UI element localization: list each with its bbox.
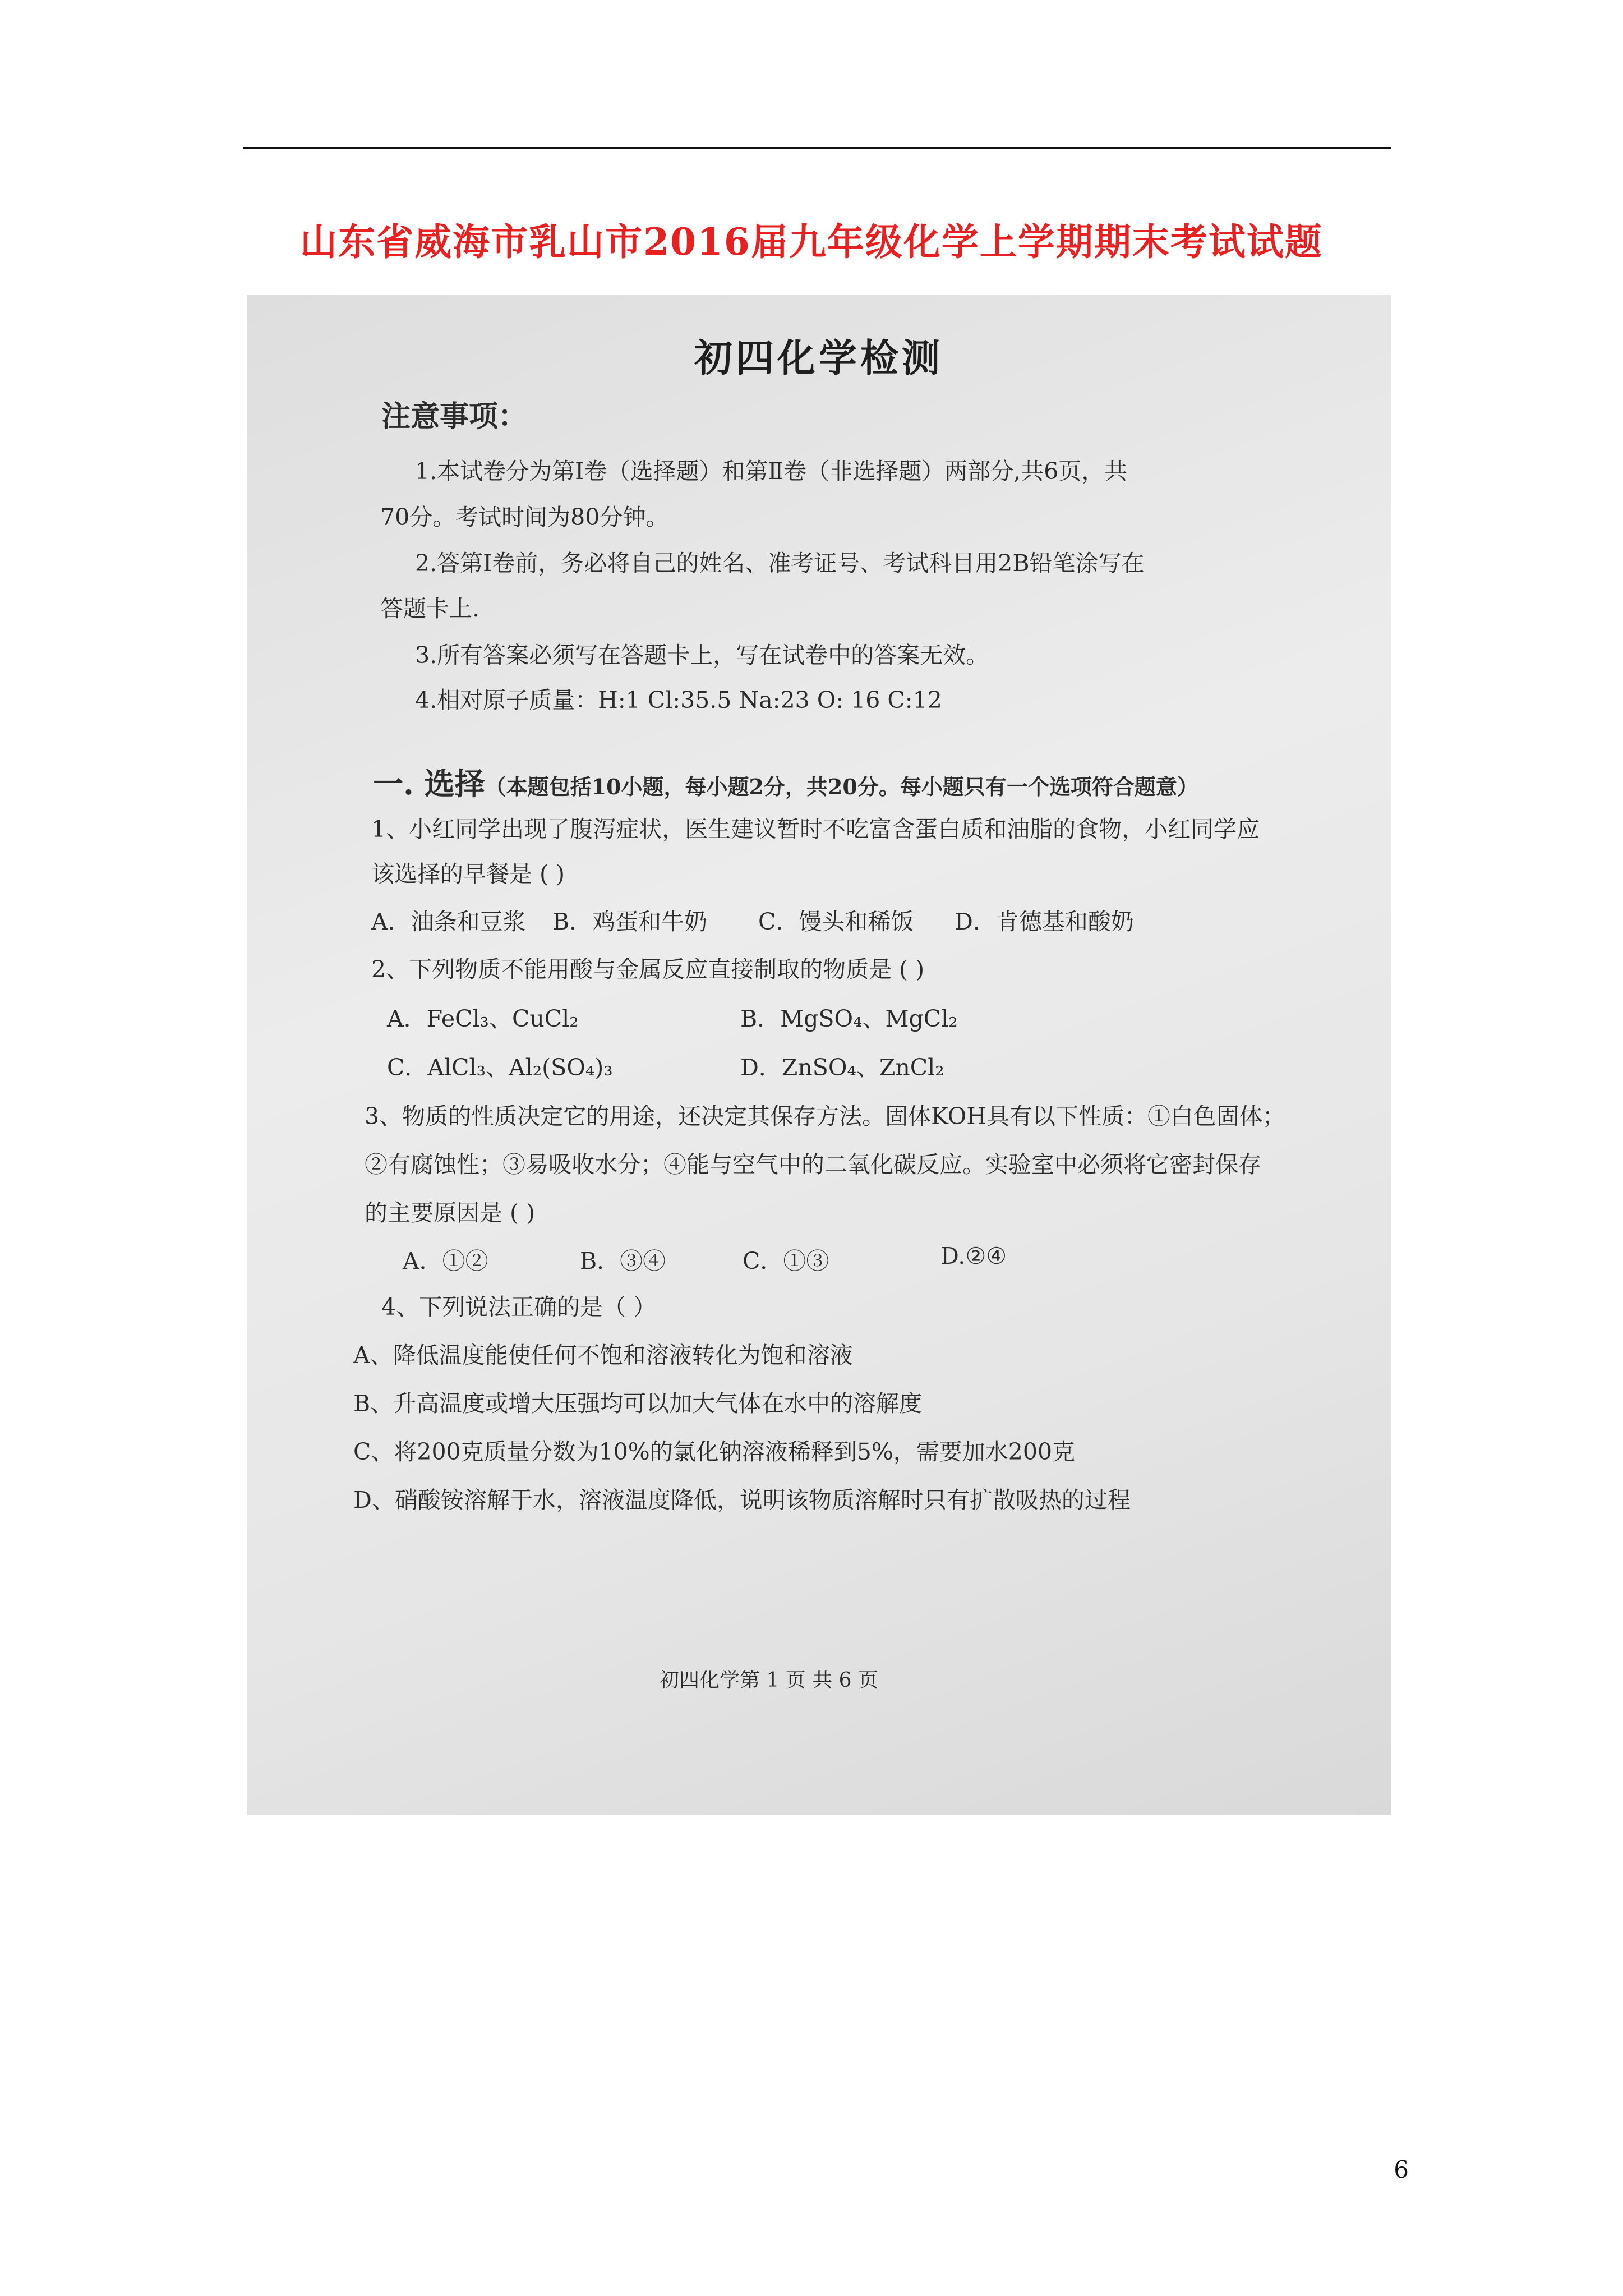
notice-item-1a: 1.本试卷分为第Ⅰ卷（选择题）和第Ⅱ卷（非选择题）两部分,共6页，共 [415, 458, 1128, 485]
question-2-option-b: B．MgSO₄、MgCl₂ [740, 1005, 958, 1032]
exam-page-footer: 初四化学第 1 页 共 6 页 [659, 1669, 879, 1692]
page-number: 6 [1394, 2156, 1409, 2183]
question-4-option-d: D、硝酸铵溶解于水，溶液温度降低，说明该物质溶解时只有扩散吸热的过程 [353, 1487, 1131, 1513]
document-title: 山东省威海市乳山市2016届九年级化学上学期期末考试试题 [300, 220, 1323, 264]
question-3-stem-cont1: ②有腐蚀性；③易吸收水分；④能与空气中的二氧化碳反应。实验室中必须将它密封保存 [365, 1151, 1261, 1178]
question-4-stem: 4、下列说法正确的是（ ） [381, 1294, 657, 1320]
question-3-option-a: A．①② [403, 1248, 488, 1274]
question-1-stem-cont: 该选择的早餐是 ( ) [371, 861, 565, 887]
question-3-stem: 3、物质的性质决定它的用途，还决定其保存方法。固体KOH具有以下性质：①白色固体； [365, 1103, 1285, 1130]
notice-item-2b: 答题卡上. [380, 595, 480, 622]
notice-item-4: 4.相对原子质量：H:1 Cl:35.5 Na:23 O: 16 C:12 [415, 687, 942, 714]
section-heading [373, 760, 1198, 803]
question-4-option-a: A、降低温度能使任何不饱和溶液转化为饱和溶液 [353, 1342, 853, 1369]
section-instructions: （本题包括10小题，每小题2分，共20分。每小题只有一个选项符合题意） [485, 774, 1198, 799]
notice-item-1b: 70分。考试时间为80分钟。 [380, 504, 669, 531]
question-3-stem-cont2: 的主要原因是 ( ) [365, 1199, 536, 1226]
question-2-option-c: C．AlCl₃、Al₂(SO₄)₃ [387, 1054, 613, 1081]
header-rule [243, 147, 1391, 149]
question-2-option-d: D．ZnSO₄、ZnCl₂ [740, 1054, 944, 1081]
notice-item-2a: 2.答第Ⅰ卷前，务必将自己的姓名、准考证号、考试科目用2B铅笔涂写在 [415, 550, 1145, 577]
question-3-option-d: D.②④ [940, 1243, 1007, 1269]
question-1-stem: 1、小红同学出现了腹泻症状，医生建议暂时不吃富含蛋白质和油脂的食物，小红同学应 [371, 816, 1260, 843]
question-1-option-c: C．馒头和稀饭 [758, 908, 914, 935]
notice-heading: 注意事项： [381, 399, 528, 434]
question-4-option-b: B、升高温度或增大压强均可以加大气体在水中的溶解度 [353, 1390, 923, 1417]
question-2-stem: 2、下列物质不能用酸与金属反应直接制取的物质是 ( ) [371, 956, 925, 983]
question-1-option-a: A．油条和豆浆 [371, 908, 526, 935]
question-4-option-c: C、将200克质量分数为10%的氯化钠溶液稀释到5%，需要加水200克 [353, 1438, 1076, 1465]
question-3-option-b: B．③④ [580, 1248, 666, 1274]
question-1-option-d: D．肯德基和酸奶 [955, 908, 1134, 935]
question-1-option-b: B．鸡蛋和牛奶 [552, 908, 708, 935]
scanned-exam-page [247, 295, 1391, 1815]
exam-title: 初四化学检测 [694, 336, 943, 381]
question-2-option-a: A．FeCl₃、CuCl₂ [387, 1005, 579, 1032]
section-title: 一. 选择 [373, 766, 485, 802]
question-3-option-c: C．①③ [743, 1248, 829, 1274]
notice-item-3: 3.所有答案必须写在答题卡上，写在试卷中的答案无效。 [415, 642, 989, 669]
